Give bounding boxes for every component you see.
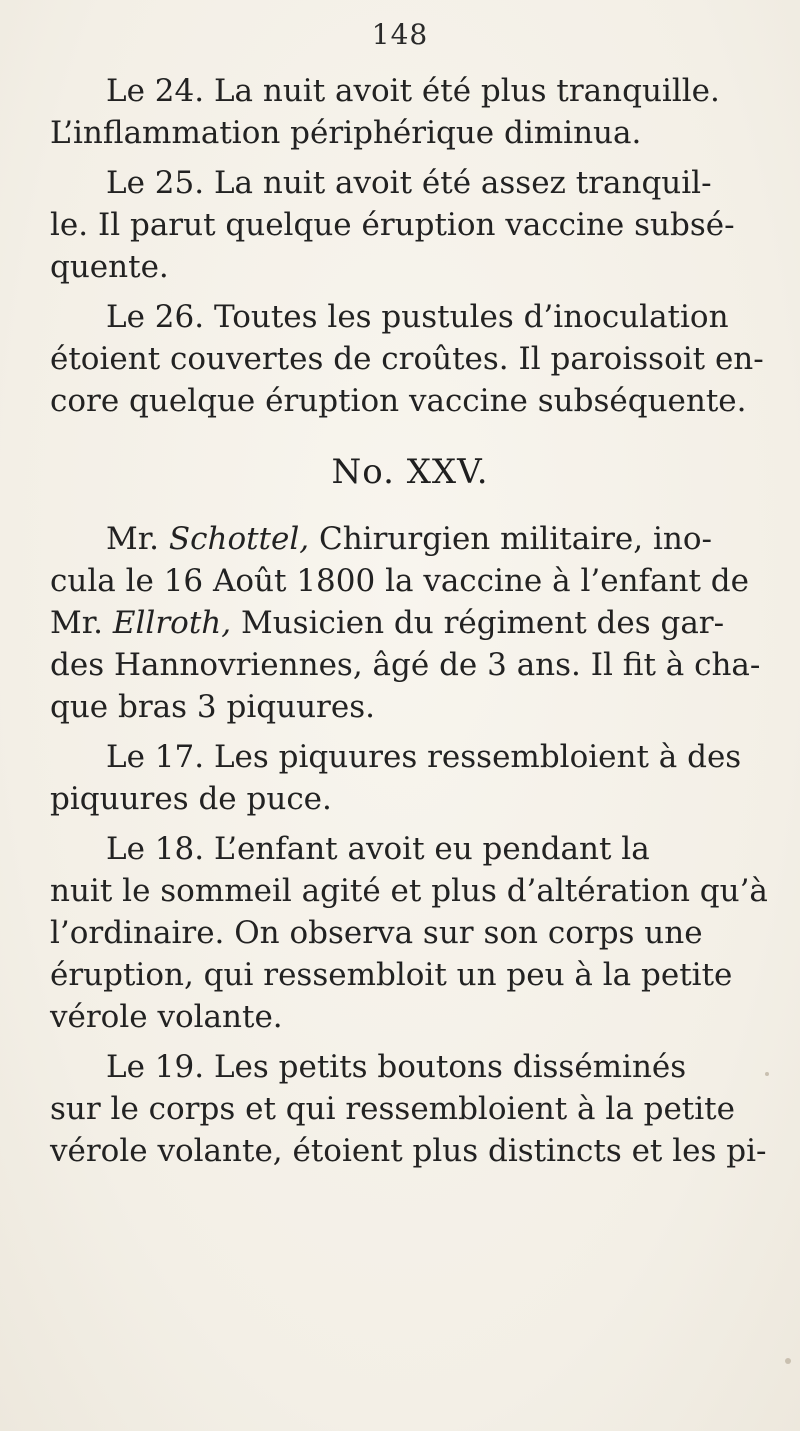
text-line <box>50 602 770 644</box>
text-line: Le 25. La nuit avoit été assez tranquil- <box>106 165 712 201</box>
text-line: cula le 16 Août 1800 la vaccine à l’enfant de <box>50 563 749 599</box>
entry-day-24 <box>50 70 770 154</box>
entry-day-17 <box>50 736 770 820</box>
text-line: L’inflammation périphérique diminua. <box>50 115 642 151</box>
text-line: étoient couvertes de croûtes. Il paroissoit en- <box>50 341 764 377</box>
text-fragment: Mr. <box>106 521 169 557</box>
text-line: nuit le sommeil agité et plus d’altération qu’à <box>50 873 768 909</box>
surgeon-name: Schottel, <box>168 521 310 557</box>
page-body <box>50 70 770 1180</box>
text-fragment: Musicien du régiment des gar- <box>231 605 725 641</box>
text-line: Le 17. Les piquures ressembloient à des <box>106 739 742 775</box>
text-line <box>50 518 770 560</box>
paper-spot <box>765 1072 769 1076</box>
text-line: vérole volante, étoient plus distincts et les pi- <box>50 1133 767 1169</box>
text-line: que bras 3 piquures. <box>50 689 375 725</box>
entry-day-18 <box>50 828 770 1038</box>
text-line: vérole volante. <box>50 999 283 1035</box>
musician-name: Ellroth, <box>112 605 232 641</box>
paper-spot <box>785 1358 791 1364</box>
entry-day-26 <box>50 296 770 422</box>
case-intro <box>50 518 770 728</box>
text-fragment: Chirurgien militaire, ino- <box>309 521 713 557</box>
text-line: l’ordinaire. On observa sur son corps une <box>50 915 703 951</box>
text-line: sur le corps et qui ressembloient à la petite <box>50 1091 735 1127</box>
text-line: Le 26. Toutes les pustules d’inoculation <box>106 299 729 335</box>
page-number: 148 <box>371 18 429 51</box>
section-heading: No. XXV. <box>331 452 489 492</box>
text-line: core quelque éruption vaccine subséquente. <box>50 383 747 419</box>
text-line: Le 19. Les petits boutons disséminés <box>106 1049 687 1085</box>
text-line: le. Il parut quelque éruption vaccine subsé- <box>50 207 735 243</box>
text-line: piquures de puce. <box>50 781 332 817</box>
entry-day-19 <box>50 1046 770 1172</box>
text-line: quente. <box>50 249 169 285</box>
text-line: Le 24. La nuit avoit été plus tranquille. <box>106 73 720 109</box>
text-line: éruption, qui ressembloit un peu à la petite <box>50 957 733 993</box>
text-line: Le 18. L’enfant avoit eu pendant la <box>106 831 650 867</box>
text-line: des Hannovriennes, âgé de 3 ans. Il fit à cha- <box>50 647 761 683</box>
entry-day-25 <box>50 162 770 288</box>
text-fragment: Mr. <box>50 605 113 641</box>
